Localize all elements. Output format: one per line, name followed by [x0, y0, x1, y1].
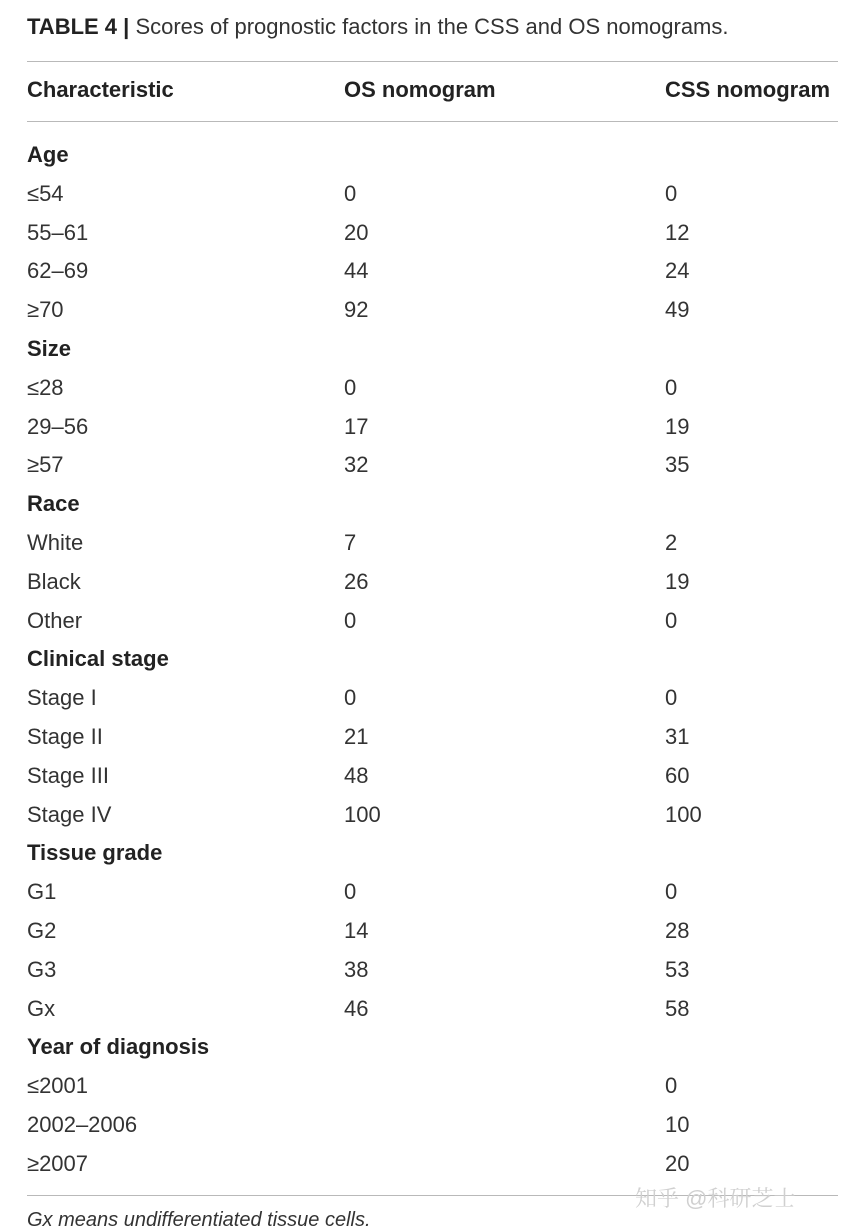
row-label: ≥70 [27, 297, 64, 323]
top-rule [27, 61, 838, 62]
header-css-nomogram: CSS nomogram [665, 77, 831, 102]
os-score: 46 [344, 995, 369, 1021]
group-heading [27, 1034, 838, 1073]
row-label: White [27, 530, 84, 555]
table-row [27, 569, 838, 608]
css-score: 0 [665, 607, 678, 633]
table-row [27, 1112, 838, 1151]
table-caption [27, 14, 729, 40]
table-row [27, 530, 838, 569]
css-score: 0 [665, 1073, 678, 1099]
header-characteristic: Characteristic [27, 77, 174, 102]
group-heading [27, 491, 838, 530]
table-row [27, 763, 838, 802]
group-title: Tissue grade [27, 840, 163, 866]
os-score: 7 [344, 530, 357, 555]
css-score: 2 [665, 530, 678, 555]
os-score: 17 [344, 413, 369, 439]
table-row [27, 297, 838, 336]
group-title: Race [27, 491, 80, 517]
css-score: 100 [665, 801, 702, 827]
group-heading [27, 336, 838, 375]
group-title: Clinical stage [27, 646, 169, 672]
row-label: ≥2007 [27, 1150, 89, 1176]
css-score: 28 [665, 918, 690, 943]
os-score: 26 [344, 568, 369, 594]
row-label: ≥57 [27, 452, 64, 478]
group-title: Year of diagnosis [27, 1034, 210, 1060]
row-label: G3 [27, 956, 57, 982]
row-label: Black [27, 568, 81, 594]
row-label: Stage IV [27, 801, 112, 827]
header-rule [27, 121, 838, 122]
row-label: Stage II [27, 724, 103, 749]
table-row [27, 685, 838, 724]
css-score: 35 [665, 452, 690, 478]
css-score: 49 [665, 297, 690, 323]
table-row [27, 414, 838, 453]
css-score: 19 [665, 568, 690, 594]
group-heading [27, 142, 838, 181]
css-score: 10 [665, 1112, 690, 1137]
os-score: 21 [344, 724, 369, 749]
table-row [27, 452, 838, 491]
css-score: 60 [665, 762, 690, 788]
row-label: Other [27, 607, 83, 633]
os-score: 20 [344, 219, 369, 245]
table-row [27, 1073, 838, 1112]
row-label: ≤28 [27, 374, 64, 400]
table-row [27, 220, 838, 259]
table-row [27, 957, 838, 996]
css-score: 0 [665, 180, 678, 206]
row-label: G2 [27, 918, 57, 943]
table-row [27, 918, 838, 957]
os-score: 44 [344, 258, 369, 284]
os-score: 0 [344, 607, 357, 633]
os-score: 38 [344, 956, 369, 982]
table-row [27, 608, 838, 647]
os-score: 0 [344, 374, 357, 400]
row-label: 2002–2006 [27, 1112, 138, 1137]
css-score: 0 [665, 685, 678, 711]
watermark: 知乎 @科研芝士 [635, 1186, 796, 1211]
group-heading [27, 840, 838, 879]
css-score: 0 [665, 374, 678, 400]
os-score: 0 [344, 879, 357, 905]
css-score: 58 [665, 995, 690, 1021]
os-score: 100 [344, 801, 381, 827]
css-score: 20 [665, 1150, 690, 1176]
css-score: 53 [665, 956, 690, 982]
os-score: 14 [344, 918, 369, 943]
table-row [27, 375, 838, 414]
table-row [27, 181, 838, 220]
table-row [27, 724, 838, 763]
row-label: ≤2001 [27, 1073, 89, 1099]
os-score: 48 [344, 762, 369, 788]
group-title: Age [27, 142, 69, 167]
row-label: ≤54 [27, 180, 64, 206]
os-score: 92 [344, 297, 369, 323]
table-row [27, 996, 838, 1035]
row-label: Stage I [27, 685, 97, 711]
group-title: Size [27, 336, 72, 361]
row-label: Gx [27, 995, 56, 1021]
table-row [27, 879, 838, 918]
table-label: TABLE 4 | [27, 14, 130, 39]
row-label: G1 [27, 879, 57, 905]
row-label: 62–69 [27, 258, 89, 284]
css-score: 31 [665, 724, 690, 749]
table-row [27, 258, 838, 297]
table-footnote: Gx means undifferentiated tissue cells. [27, 1209, 371, 1231]
header-os-nomogram: OS nomogram [344, 77, 496, 102]
css-score: 24 [665, 258, 690, 284]
table-title: Scores of prognostic factors in the CSS and OS nomograms. [135, 14, 729, 39]
os-score: 0 [344, 685, 357, 711]
os-score: 32 [344, 452, 369, 478]
css-score: 12 [665, 219, 690, 245]
row-label: 55–61 [27, 219, 89, 245]
group-heading [27, 646, 838, 685]
row-label: Stage III [27, 762, 109, 788]
table-row [27, 802, 838, 841]
table-header [27, 77, 838, 116]
css-score: 0 [665, 879, 678, 905]
css-score: 19 [665, 413, 690, 439]
os-score: 0 [344, 180, 357, 206]
row-label: 29–56 [27, 413, 89, 439]
